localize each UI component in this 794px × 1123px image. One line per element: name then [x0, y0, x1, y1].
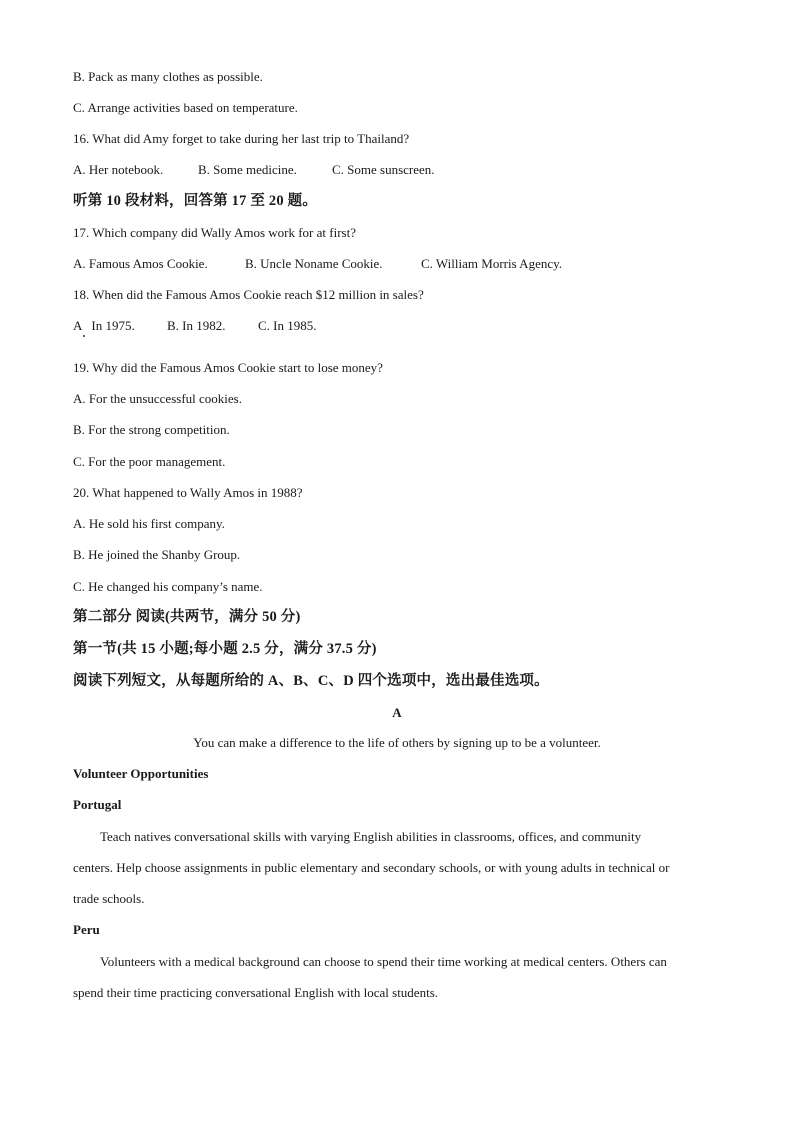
- q16-option-a: A. Her notebook.: [73, 162, 164, 177]
- passage-label: A: [392, 705, 402, 720]
- portugal-text-line1: Teach natives conversational skills with varying English abilities in classrooms, offices, and community: [100, 829, 642, 844]
- q18-stem: 18. When did the Famous Amos Cookie reach $12 million in sales?: [73, 287, 424, 302]
- q17-stem: 17. Which company did Wally Amos work for at first?: [73, 225, 356, 240]
- q19-stem: 19. Why did the Famous Amos Cookie start to lose money?: [73, 360, 383, 375]
- q17-option-c: C. William Morris Agency.: [421, 256, 563, 271]
- q19-option-a: A. For the unsuccessful cookies.: [73, 391, 242, 406]
- q20-stem: 20. What happened to Wally Amos in 1988?: [73, 485, 303, 500]
- q18-options: [73, 318, 317, 334]
- q17-option-a: A. Famous Amos Cookie.: [73, 256, 208, 271]
- q16-stem: 16. What did Amy forget to take during her last trip to Thailand?: [73, 131, 410, 146]
- q15-option-b: B. Pack as many clothes as possible.: [73, 69, 263, 84]
- peru-text-line2: spend their time practicing conversational English with local students.: [73, 985, 438, 1000]
- portugal-heading: Portugal: [73, 797, 122, 812]
- reading-instruction: 阅读下列短文，从每题所给的 A、B、C、D 四个选项中，选出最佳选项。: [73, 673, 549, 689]
- q20-option-c: C. He changed his company’s name.: [73, 579, 263, 594]
- q18-option-c: C. In 1985.: [258, 318, 317, 333]
- q19-option-b: B. For the strong competition.: [73, 422, 230, 437]
- q16-options: [73, 162, 435, 178]
- q17-option-b: B. Uncle Noname Cookie.: [245, 256, 383, 271]
- portugal-text-line2: centers. Help choose assignments in public elementary and secondary schools, or with young adults in technical or: [73, 860, 670, 875]
- passage-title: Volunteer Opportunities: [73, 766, 209, 781]
- peru-text-line1: Volunteers with a medical background can choose to spend their time working at medical centers. Others can: [100, 954, 667, 969]
- q16-option-c: C. Some sunscreen.: [332, 162, 435, 177]
- q20-option-a: A. He sold his first company.: [73, 516, 225, 531]
- passage-intro: You can make a difference to the life of others by signing up to be a volunteer.: [193, 735, 601, 750]
- q18-option-a: A In 1975.: [73, 318, 135, 333]
- q20-option-b: B. He joined the Shanby Group.: [73, 547, 241, 562]
- q15-option-c: C. Arrange activities based on temperature.: [73, 100, 298, 115]
- q19-option-c: C. For the poor management.: [73, 454, 226, 469]
- q17-options: [73, 256, 562, 272]
- stray-dot: [83, 335, 85, 337]
- section10-instruction: 听第 10 段材料，回答第 17 至 20 题。: [73, 193, 318, 209]
- reading-section-heading: 第一节(共 15 小题;每小题 2.5 分，满分 37.5 分): [73, 641, 377, 657]
- portugal-text-line3: trade schools.: [73, 891, 145, 906]
- q18-option-b: B. In 1982.: [167, 318, 226, 333]
- reading-part-heading: 第二部分 阅读(共两节，满分 50 分): [73, 609, 301, 625]
- q16-option-b: B. Some medicine.: [198, 162, 297, 177]
- peru-heading: Peru: [73, 922, 100, 937]
